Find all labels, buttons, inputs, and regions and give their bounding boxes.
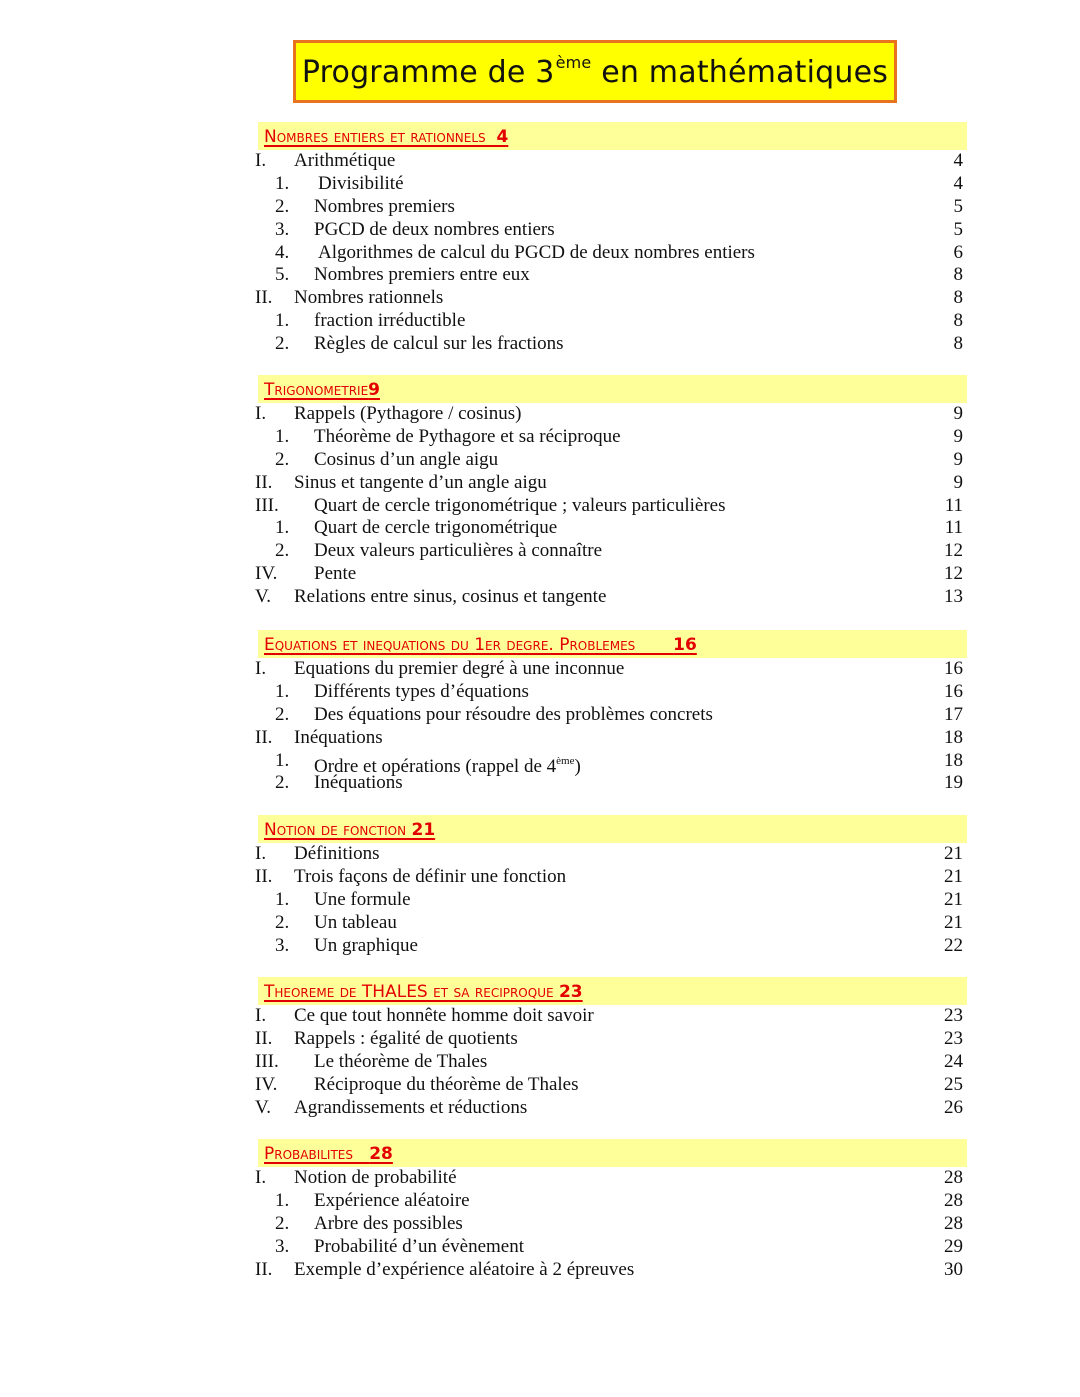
section-header [258,1139,967,1167]
toc-entry[interactable]: 3. Probabilité d’un évènement 29 [275,1235,963,1257]
toc-entry[interactable]: 1. Quart de cercle trigonométrique 11 [275,517,963,539]
document-title: Programme de 3ème en mathématiques [301,53,889,90]
toc-entry[interactable]: 2. Cosinus d’un angle aigu 9 [275,448,963,470]
toc-entry[interactable]: 4. Algorithmes de calcul du PGCD de deux nombres entiers 6 [275,241,963,263]
toc-entry[interactable]: 1. Différents types d’équations 16 [275,680,963,702]
toc-entry[interactable]: 1. Ordre et opérations (rappel de 4ème) 18 [275,749,963,777]
toc-entry[interactable]: 2. Règles de calcul sur les fractions 8 [275,333,963,355]
toc-entry[interactable]: 1. fraction irréductible 8 [275,310,963,332]
toc-entry[interactable]: II. Sinus et tangente d’un angle aigu 9 [255,471,963,493]
toc-entry[interactable]: IV. Réciproque du théorème de Thales 25 [255,1073,963,1095]
section-title-link[interactable]: Theoreme de THALES et sa reciproque 23 [264,982,583,1002]
section-title-link[interactable]: Equations et inequations du 1er degre. Problemes 16 [264,635,697,655]
document-title-box [293,40,897,103]
toc-entry[interactable]: II. Exemple d’expérience aléatoire à 2 épreuves 30 [255,1258,963,1280]
section-title-link[interactable]: Trigonometrie9 [264,380,380,400]
toc-entry[interactable]: 1. Divisibilité 4 [275,172,963,194]
toc-entry[interactable]: I. Arithmétique 4 [255,150,963,171]
toc-entry[interactable]: I. Ce que tout honnête homme doit savoir 23 [255,1005,963,1026]
toc-entry[interactable]: V. Relations entre sinus, cosinus et tangente 13 [255,586,963,608]
toc-section-probabilites [255,1139,967,1281]
section-header [258,375,967,403]
section-title-link[interactable]: Notion de fonction 21 [264,820,436,840]
toc-entry[interactable]: IV. Pente 12 [255,563,963,585]
toc-entry[interactable]: II. Inéquations 18 [255,726,963,748]
toc-entry[interactable]: 3. PGCD de deux nombres entiers 5 [275,218,963,240]
section-title-link[interactable]: Nombres entiers et rationnels 4 [264,127,509,147]
toc-entry[interactable]: I. Equations du premier degré à une inconnue 16 [255,658,963,679]
toc-entry[interactable]: 5. Nombres premiers entre eux 8 [275,264,963,286]
toc-section-thales [255,977,967,1119]
section-header [258,122,967,150]
toc-section-equations [255,630,967,795]
toc-entry[interactable]: II. Trois façons de définir une fonction 21 [255,865,963,887]
toc-section-trigonometrie [255,375,967,609]
toc-entry[interactable]: II. Rappels : égalité de quotients 23 [255,1027,963,1049]
section-header [258,630,967,658]
toc-entry[interactable]: 2. Nombres premiers 5 [275,195,963,217]
toc-entry[interactable]: V. Agrandissements et réductions 26 [255,1096,963,1118]
toc-entry[interactable]: I. Rappels (Pythagore / cosinus) 9 [255,403,963,424]
toc-entry[interactable]: I. Définitions 21 [255,843,963,864]
section-title-link[interactable]: Probabilites 28 [264,1144,393,1164]
section-header [258,977,967,1005]
toc-section-fonction [255,815,967,957]
toc-entry[interactable]: 2. Arbre des possibles 28 [275,1212,963,1234]
toc-entry[interactable]: III. Le théorème de Thales 24 [255,1050,963,1072]
toc-entry[interactable]: 2. Deux valeurs particulières à connaître 12 [275,540,963,562]
toc-entry[interactable]: 1. Une formule 21 [275,888,963,910]
toc-entry[interactable]: I. Notion de probabilité 28 [255,1167,963,1188]
toc-entry[interactable]: 2. Un tableau 21 [275,911,963,933]
toc-entry[interactable]: 1. Théorème de Pythagore et sa réciproque 9 [275,425,963,447]
toc-entry[interactable]: II. Nombres rationnels 8 [255,287,963,309]
toc-entry[interactable]: 2. Inéquations 19 [275,772,963,794]
toc-entry[interactable]: III. Quart de cercle trigonométrique ; valeurs particulières 11 [255,494,963,516]
toc-entry[interactable]: 2. Des équations pour résoudre des problèmes concrets 17 [275,703,963,725]
toc-entry[interactable]: 3. Un graphique 22 [275,934,963,956]
toc-section-nombres [255,122,967,356]
section-header [258,815,967,843]
toc-entry[interactable]: 1. Expérience aléatoire 28 [275,1189,963,1211]
